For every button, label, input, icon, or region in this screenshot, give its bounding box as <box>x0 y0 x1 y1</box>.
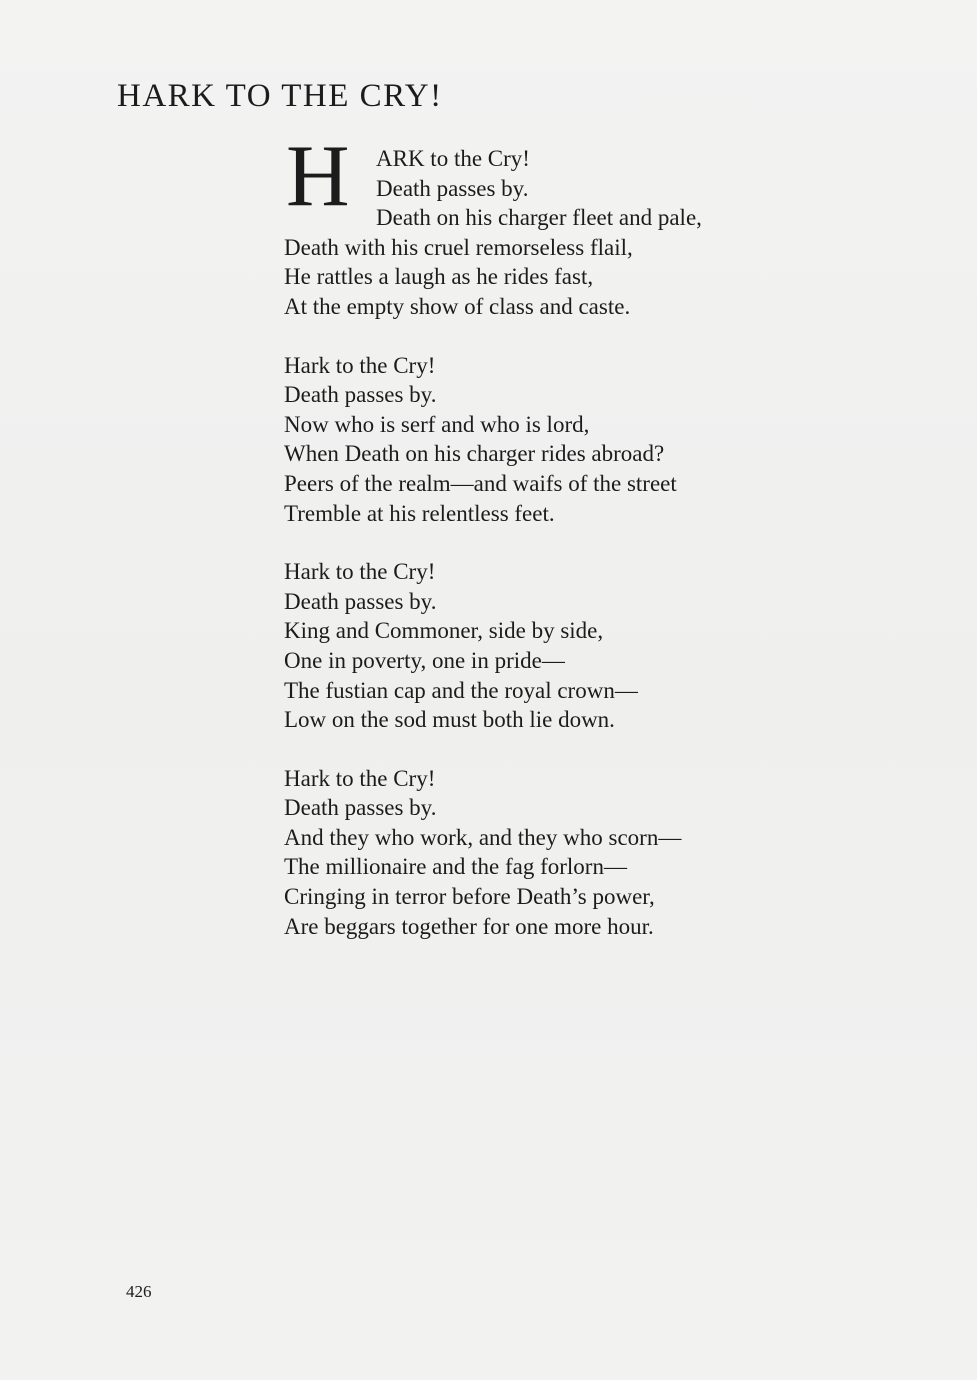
poem-line: Cringing in terror before Death’s power, <box>284 884 655 910</box>
poem-line: Are beggars together for one more hour. <box>284 913 654 939</box>
drop-cap: H <box>286 128 350 225</box>
poem-line: Hark to the Cry! <box>284 559 436 585</box>
poem-line: One in poverty, one in pride— <box>284 647 565 673</box>
poem-line: Death passes by. <box>284 588 437 614</box>
poem-line: ARK to the Cry! <box>376 146 530 171</box>
stanza-1 <box>284 128 844 322</box>
poem-line: Death on his charger fleet and pale, <box>376 205 702 231</box>
poem-line: Death with his cruel remorseless flail, <box>284 234 633 260</box>
poem-line: Hark to the Cry! <box>284 352 436 378</box>
stanza-4 <box>284 764 844 942</box>
stanza-3 <box>284 557 844 735</box>
poem-body <box>284 128 844 970</box>
poem-line: Death passes by. <box>284 382 437 408</box>
poem-line: Peers of the realm—and waifs of the street <box>284 470 677 496</box>
poem-line: Now who is serf and who is lord, <box>284 411 590 437</box>
poem-line: When Death on his charger rides abroad? <box>284 441 665 467</box>
poem-line: The millionaire and the fag forlorn— <box>284 854 627 880</box>
page-number: 426 <box>126 1282 152 1301</box>
poem-line: King and Commoner, side by side, <box>284 618 604 644</box>
stanza-2 <box>284 351 844 529</box>
poem-line: And they who work, and they who scorn— <box>284 824 682 850</box>
poem-line: He rattles a laugh as he rides fast, <box>284 264 594 290</box>
poem-title: HARK TO THE CRY! <box>117 78 443 114</box>
poem-line: At the empty show of class and caste. <box>284 293 631 319</box>
poem-line: Death passes by. <box>376 175 529 201</box>
poem-line: Hark to the Cry! <box>284 765 436 791</box>
poem-line: Death passes by. <box>284 795 437 821</box>
poem-line: The fustian cap and the royal crown— <box>284 677 638 703</box>
poem-line: Low on the sod must both lie down. <box>284 707 615 733</box>
poem-line: Tremble at his relentless feet. <box>284 500 555 526</box>
